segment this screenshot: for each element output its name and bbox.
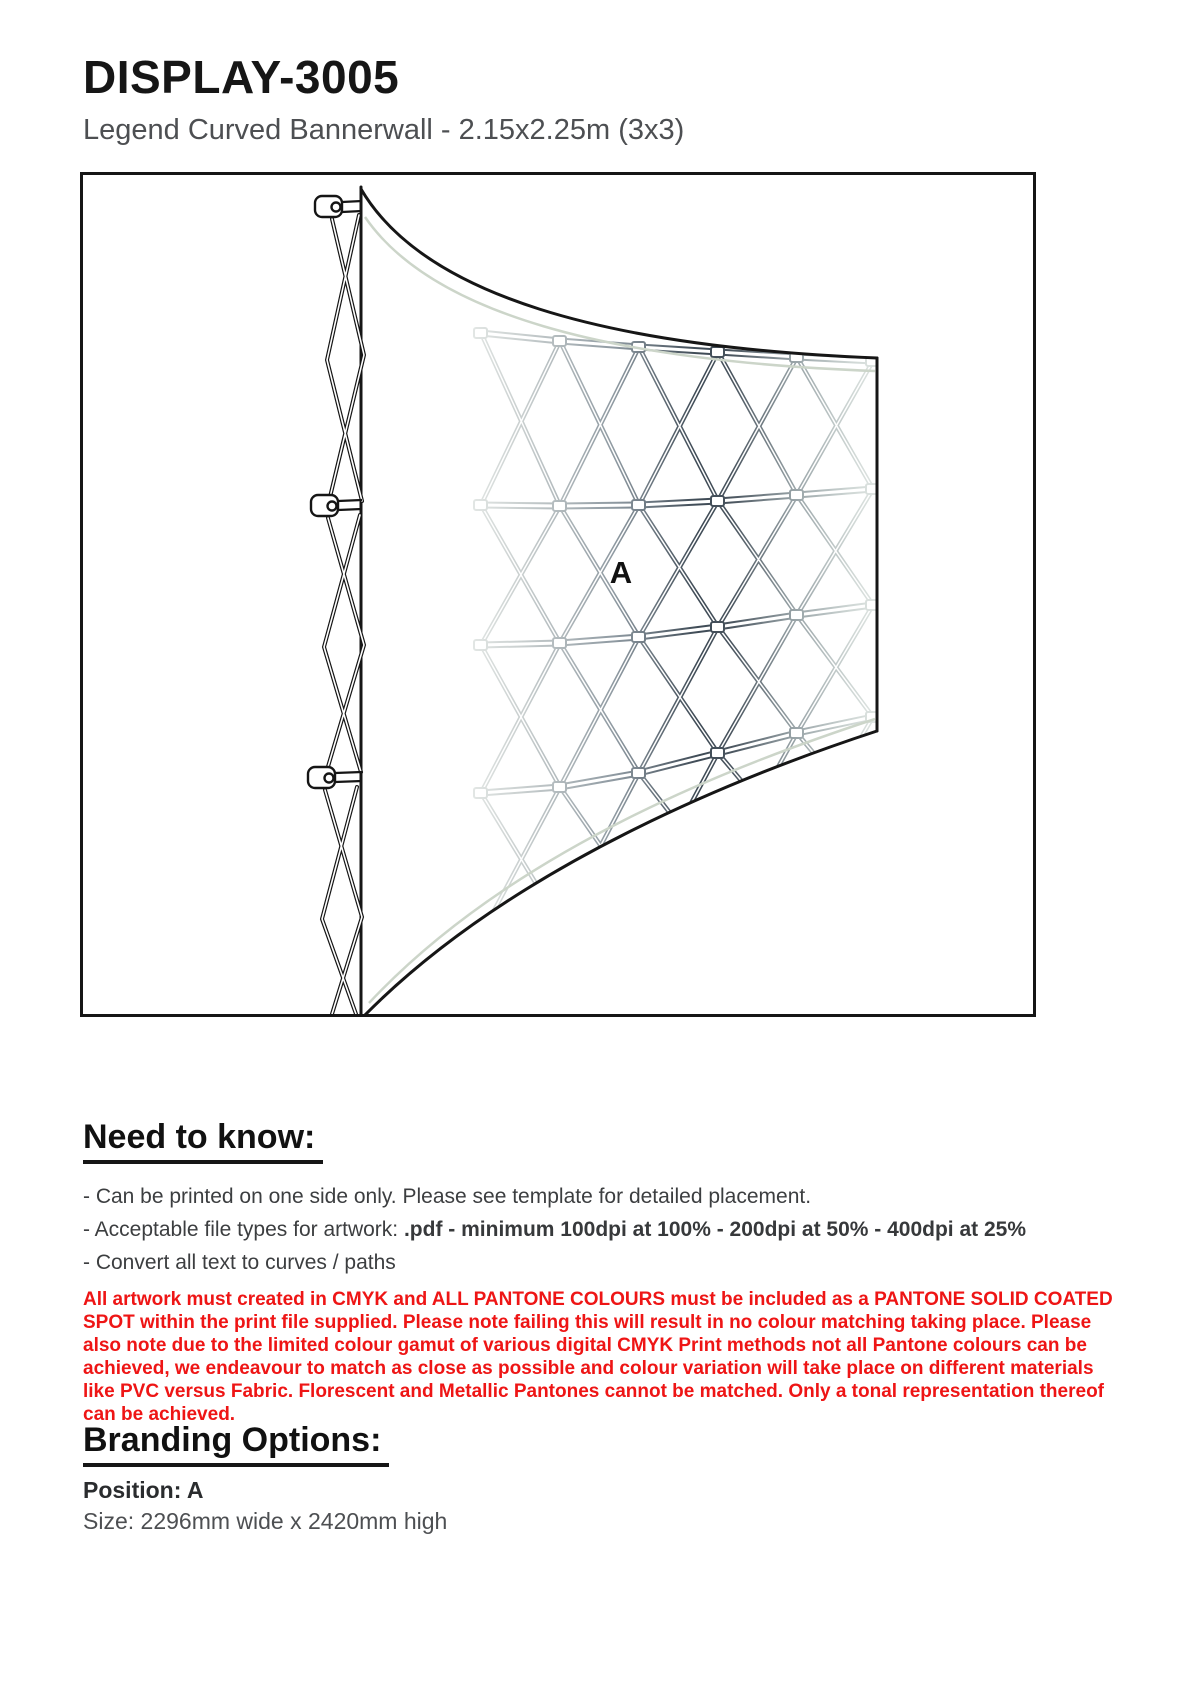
- need-to-know-heading: Need to know:: [83, 1118, 323, 1164]
- need-to-know-list: [83, 1180, 1123, 1279]
- branding-size-label: Size: 2296mm wide x 2420mm high: [83, 1508, 448, 1534]
- pantone-warning-text: All artwork must created in CMYK and ALL PANTONE COLOURS must be included as a PANTONE SOLID COATED SPOT within the print file supplied. Please note failing this will result in no colour matching taking place. Please also note due to the limited colour gamut of various digital CMYK Print methods not all Pantone colours can be achieved, we endeavour to match as close as possible and colour variation will take place on different materials like PVC versus Fabric. Florescent and Metallic Pantones cannot be matched. Only a tonal representation thereof can be achieved.: [83, 1289, 1113, 1425]
- list-item: - Acceptable file types for artwork: .pdf - minimum 100dpi at 100% - 200dpi at 50% - 400dpi at 25%: [83, 1218, 1026, 1241]
- bannerwall-diagram: [83, 175, 1033, 1014]
- page-title: DISPLAY-3005: [83, 51, 400, 103]
- side-scissor-frame: [308, 196, 364, 1014]
- position-a-marker: A: [609, 555, 633, 590]
- list-item: - Can be printed on one side only. Please see template for detailed placement.: [83, 1185, 812, 1208]
- frame-knobs: [308, 196, 342, 788]
- product-diagram-box: [80, 172, 1036, 1017]
- branding-options-heading: Branding Options:: [83, 1421, 389, 1467]
- page-subtitle: Legend Curved Bannerwall - 2.15x2.25m (3x3): [83, 114, 685, 146]
- list-item: - Convert all text to curves / paths: [83, 1251, 396, 1274]
- branding-position-label: Position: A: [83, 1477, 204, 1503]
